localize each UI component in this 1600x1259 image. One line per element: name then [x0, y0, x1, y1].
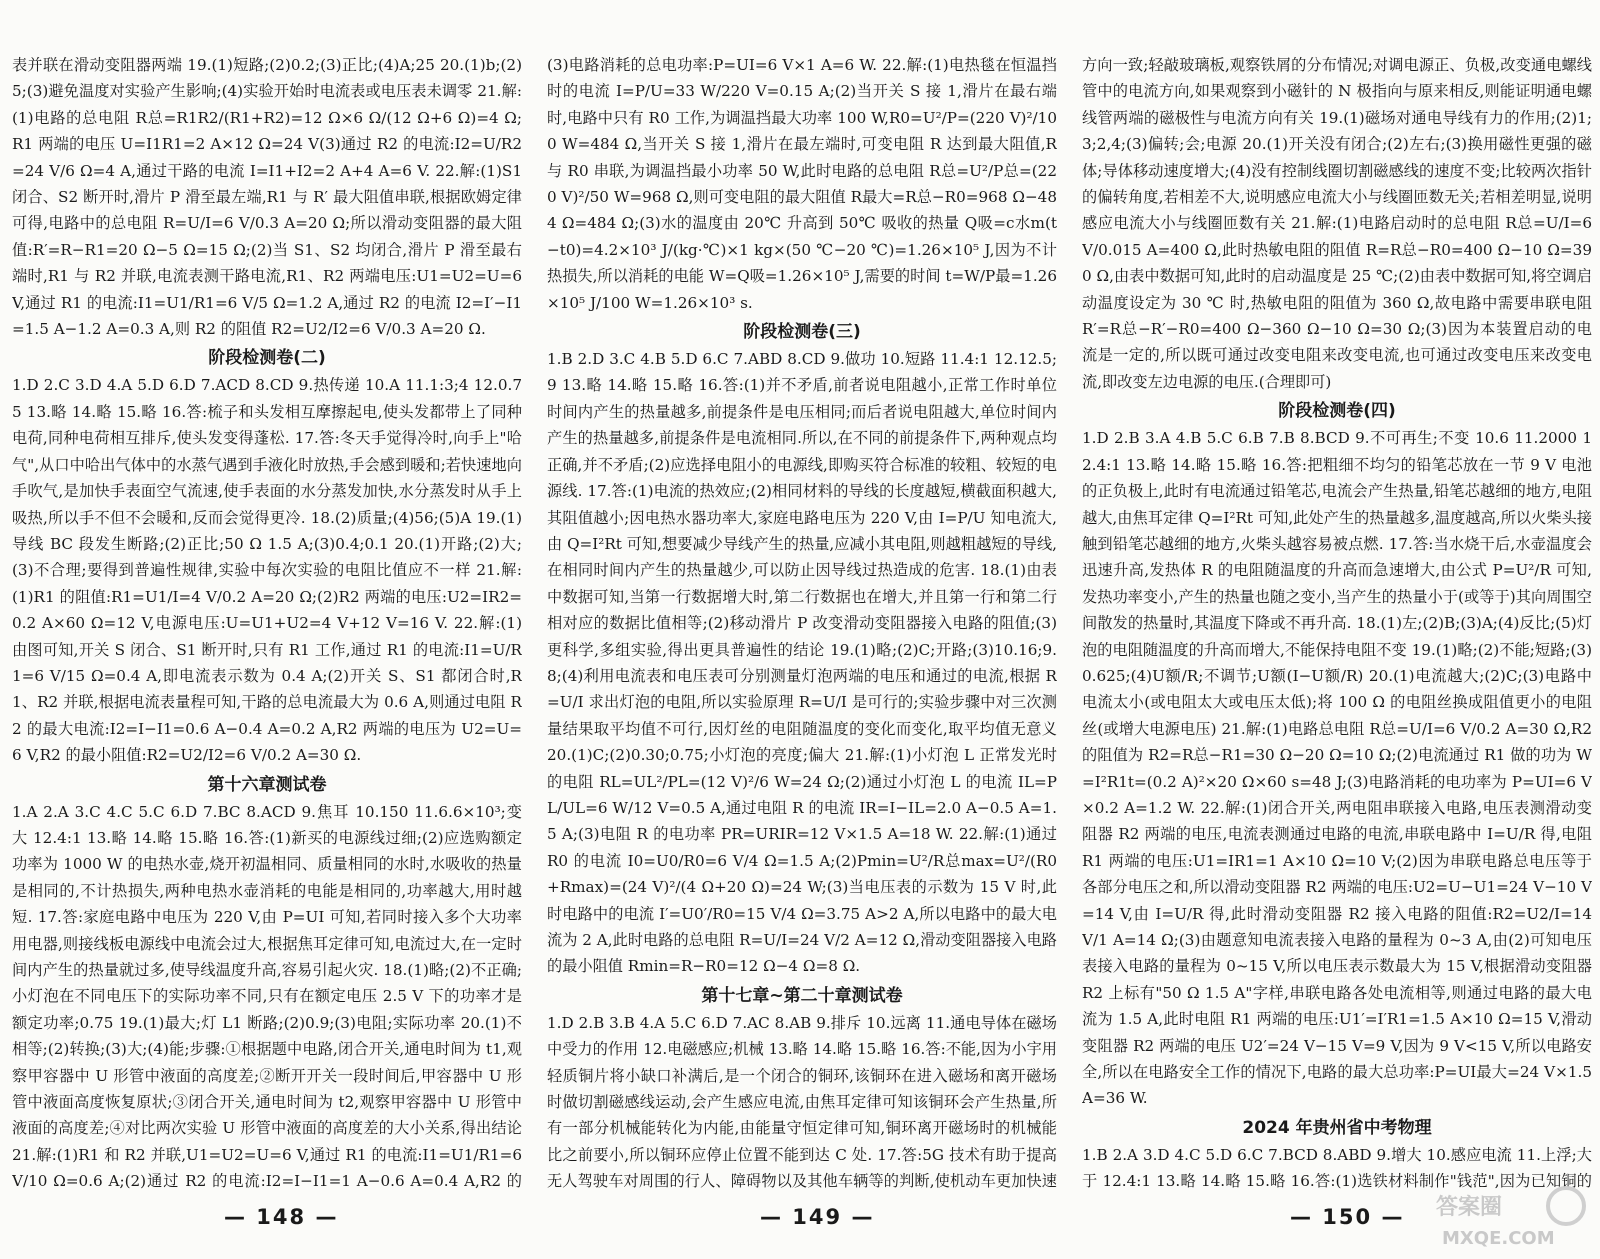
page-number-150: — 150 — [1290, 1205, 1405, 1229]
section-heading: 2024 年贵州省中考物理 [1242, 1117, 1432, 1138]
watermark-logo [1432, 1180, 1592, 1252]
page-148-column [12, 52, 522, 1192]
answer-paragraph: 1.A 2.A 3.C 4.C 5.C 6.D 7.BC 8.ACD 9.焦耳 10.150 11.6.6×10³;变大 12.4:1 13.略 14.略 15.略 16.答:(1)新买的电源线过细;(2)应选购额定功率为 1000 W 的电热水壶,烧开初温相同、质量相同的水时,水吸收的热量是相同的,不计热损失,两种电热水壶消耗的电能是相同的,功率越大,用时越短. 17.答:家庭电路中电压为 220 V,由 P=UI 可知,若同时接入多个大功率用电器,则接线板电源线中电流会过大,根据焦耳定律可知,电流过大,在一定时间内产生的热量就过多,使导线温度升高,容易引起火灾. 18.(1)略;(2)不正确;小灯泡在不同电压下的实际功率不同,只有在额定电压 2.5 V 下的功率才是额定功率;0.75 19.(1)最大;灯 L1 断路;(2)0.9;(3)电阻;实际功率 20.(1)不相等;(2)转换;(3)大;(4)能;步骤:①根据题中电路,闭合开关,通电时间为 t1,观察甲容器中 U 形管中液面的高度差;②断开开关一段时间后,甲容器中 U 形管中液面高度恢复原状;③闭合开关,通电时间为 t2,观察甲容器中 U 形管中液面的高度差;④对比两次实验 U 形管中液面的高度差的大小关系,得出结论 21.解:(1)R1 和 R2 并联,U1=U2=U=6 V,通过 R1 的电流:I1=U1/R1=6 V/10 Ω=0.6 A;(2)通过 R2 的电流:I2=I−I1=1 A−0.6 A=0.4 A,R2 的 [12, 802, 522, 1191]
page-149-column [547, 52, 1057, 1192]
watermark-circle-icon [1548, 1188, 1584, 1224]
answer-paragraph: 1.D 2.B 3.A 4.B 5.C 6.B 7.B 8.BCD 9.不可再生;不变 10.6 11.2000 12.4:1 13.略 14.略 15.略 16.答:把粗细不均匀的铅笔芯放在一节 9 V 电池的正负极上,此时有电流通过铅笔芯,电流会产生热量,铅笔芯越细的地方,电阻越大,由焦耳定律 Q=I²Rt 可知,此处产生的热量越多,温度越高,所以火柴头接触到铅笔芯越细的地方,火柴头越容易被点燃. 17.答:当水烧干后,水壶温度会迅速升高,发热体 R 的电阻随温度的升高而急速增大,由公式 P=U²/R 可知,发热功率变小,产生的热量也随之变小,当产生的热量小于(或等于)其向周围空间散发的热量时,其温度下降或不再升高. 18.(1)左;(2)B;(3)A;(4)反比;(5)灯泡的电阻随温度的升高而增大,不能保持电阻不变 19.(1)略;(2)不能;短路;(3)0.625;(4)U额/R;不调节;U额(I−U额/R) 20.(1)电流越大;(2)C;(3)电路中电流太小(或电阻太大或电压太低);将 100 Ω 的电阻丝换成阻值更小的电阻丝(或增大电源电压) 21.解:(1)电路总电阻 R总=U/I=6 V/0.2 A=30 Ω,R2 的阻值为 R2=R总−R1=30 Ω−20 Ω=10 Ω;(2)电流通过 R1 做的功为 W=I²R1t=(0.2 A)²×20 Ω×60 s=48 J;(3)电路消耗的电功率为 P=UI=6 V×0.2 A=1.2 W. 22.解:(1)闭合开关,两电阻串联接入电路,电压表测滑动变阻器 R2 两端的电压,电流表测通过电路的电流,串联电路中 I=U/R 得,电阻 R1 两端的电压:U1=IR1=1 A×10 Ω=10 V;(2)因为串联电路总电压等于各部分电压之和,所以滑动变阻器 R2 两端的电压:U2=U−U1=24 V−10 V=14 V,由 I=U/R 得,此时滑动变阻器 R2 接入电路的阻值:R2=U2/I=14 V/1 A=14 Ω;(3)由题意知电流表接入电路的量程为 0~3 A,由(2)可知电压表接入电路的量程为 0~15 V,所以电压表示数最大为 15 V,根据滑动变阻器 R2 上标有"50 Ω 1.5 A"字样,串联电路各处电流相等,则通过电路的最大电流为 1.5 A,此时电阻 R1 两端的电压:U1′=I′R1=1.5 A×10 Ω=15 V,滑动变阻器 R2 两端的电压 U2′=24 V−15 V=9 V,因为 9 V<15 V,所以电路安全,所以在电路安全工作的情况下,电路的最大总功率:P=UI最大=24 V×1.5 A=36 W. [1082, 429, 1592, 1108]
section-heading: 阶段检测卷(四) [1278, 401, 1396, 422]
page-number-149: — 149 — [760, 1205, 875, 1229]
page-150-column [1082, 52, 1592, 1192]
section-heading: 阶段检测卷(二) [208, 348, 326, 369]
answer-paragraph: 1.B 2.D 3.C 4.B 5.D 6.C 7.ABD 8.CD 9.做功 10.短路 11.4:1 12.12.5;9 13.略 14.略 15.略 16.答:(1)并不矛盾,前者说电阻越小,正常工作时单位时间内产生的热量越多,前提条件是电压相同;而后者说电阻越大,单位时间内产生的热量越多,前提条件是电流相同.所以,在不同的前提条件下,两种观点均正确,并不矛盾;(2)应选择电阻小的电源线,即购买符合标准的较粗、较短的电源线. 17.答:(1)电流的热效应;(2)相同材料的导线的长度越短,横截面积越大,其阻值越小;因电热水器功率大,家庭电路电压为 220 V,由 I=P/U 知电流大,由 Q=I²Rt 可知,想要减少导线产生的热量,应减小其电阻,则越粗越短的导线,在相同时间内产生的热量越少,可以防止因导线过热造成的危害. 18.(1)由表中数据可知,当第一行数据增大时,第二行数据也在增大,并且第一行和第二行相对应的数据比值相等;(2)移动滑片 P 改变滑动变阻器接入电路的阻值;(3)更科学,多组实验,得出更具普遍性的结论 19.(1)略;(2)C;开路;(3)10.16;9.8;(4)利用电流表和电压表可分别测量灯泡两端的电压和通过的电流,根据 R=U/I 求出灯泡的电阻,所以实验原理 R=U/I 是可行的;实验步骤中对三次测量结果取平均值不可行,因灯丝的电阻随温度的变化而变化,取平均值无意义 20.(1)C;(2)0.30;0.75;小灯泡的亮度;偏大 21.解:(1)小灯泡 L 正常发光时的电阻 RL=UL²/PL=(12 V)²/6 W=24 Ω;(2)通过小灯泡 L 的电流 IL=PL/UL=6 W/12 V=0.5 A,通过电阻 R 的电流 IR=I−IL=2.0 A−0.5 A=1.5 A;(3)电阻 R 的电功率 PR=URIR=12 V×1.5 A=18 W. 22.解:(1)通过 R0 的电流 I0=U0/R0=6 V/4 Ω=1.5 A;(2)Pmin=U²/R总max=U²/(R0+Rmax)=(24 V)²/(4 Ω+20 Ω)=24 W;(3)当电压表的示数为 15 V 时,此时电路中的电流 I′=U0′/R0=15 V/4 Ω=3.75 A>2 A,所以电路中的最大电流为 2 A,此时电路的总电阻 R=U/I=24 V/2 A=12 Ω,滑动变阻器接入电路的最小阻值 Rmin=R−R0=12 Ω−4 Ω=8 Ω. [547, 350, 1057, 976]
answer-paragraph: 1.D 2.B 3.B 4.A 5.C 6.D 7.AC 8.AB 9.排斥 10.远离 11.通电导体在磁场中受力的作用 12.电磁感应;机械 13.略 14.略 15.略 16.答:不能,因为小宇用轻质铜片将小缺口补满后,是一个闭合的铜环,该铜环在进入磁场和离开磁场时做切割磁感线运动,会产生感应电流,由焦耳定律可知该铜环会产生热量,所有一部分机械能转化为内能,由能量守恒定律可知,铜环离开磁场时的机械能比之前要小,所以铜环应停止位置不能到达 C 处. 17.答:5G 技术有助于提高无人驾驶车对周围的行人、障碍物以及其他车辆等的判断,使机动车更加快速 [547, 1013, 1057, 1191]
section-heading: 阶段检测卷(三) [743, 322, 861, 343]
answer-paragraph: 方向一致;轻敲玻璃板,观察铁屑的分布情况;对调电源正、负极,改变通电螺线管中的电流方向,如果观察到小磁针的 N 极指向与原来相反,则能证明通电螺线管两端的磁极性与电流方向有关 19.(1)磁场对通电导线有力的作用;(2)1;3;2,4;(3)偏转;会;电源 20.(1)开关没有闭合;(2)左右;(3)换用磁性更强的磁体;导体移动速度增大;(4)没有控制线圈切割磁感线的速度不变;比较两次指针的偏转角度,若相差不大,说明感应电流大小与线圈匝数无关;若相差明显,说明感应电流大小与线圈匝数有关 21.解:(1)电路启动时的总电阻 R总=U/I=6 V/0.015 A=400 Ω,此时热敏电阻的阻值 R=R总−R0=400 Ω−10 Ω=390 Ω,由表中数据可知,此时的启动温度是 25 ℃;(2)由表中数据可知,将空调启动温度设定为 30 ℃ 时,热敏电阻的阻值为 360 Ω,故电路中需要串联电阻 R′=R总−R′−R0=400 Ω−360 Ω−10 Ω=30 Ω;(3)因为本装置启动的电流是一定的,所以既可通过改变电阻来改变电流,也可通过改变电压来改变电流,即改变左边电源的电压.(合理即可) [1082, 56, 1592, 391]
answer-paragraph: 1.B 2.A 3.D 4.C 5.D 6.C 7.BCD 8.ABD 9.增大 10.感应电流 11.上浮;大于 12.4:1 13.略 14.略 15.略 16.答:(1)选铁材料制作"钱范",因为已知铜的 [1082, 1145, 1592, 1191]
section-heading: 第十七章~第二十章测试卷 [701, 985, 903, 1006]
answer-paragraph: 表并联在滑动变阻器两端 19.(1)短路;(2)0.2;(3)正比;(4)A;25 20.(1)b;(2)5;(3)避免温度对实验产生影响;(4)实验开始时电流表或电压表未调零 21.解:(1)电路的总电阻 R总=R1R2/(R1+R2)=12 Ω×6 Ω/(12 Ω+6 Ω)=4 Ω;R1 两端的电压 U=I1R1=2 A×12 Ω=24 V(3)通过 R2 的电流:I2=U/R2=24 V/6 Ω=4 A,通过干路的电流 I=I1+I2=2 A+4 A=6 V. 22.解:(1)S1 闭合、S2 断开时,滑片 P 滑至最左端,R1 与 R′ 最大阻值串联,根据欧姆定律可得,电路中的总电阻 R=U/I=6 V/0.3 A=20 Ω;所以滑动变阻器的最大阻值:R′=R−R1=20 Ω−5 Ω=15 Ω;(2)当 S1、S2 均闭合,滑片 P 滑至最右端时,R1 与 R2 并联,电流表测干路电流,R1、R2 两端电压:U1=U2=U=6 V,通过 R1 的电流:I1=U1/R1=6 V/5 Ω=1.2 A,通过 R2 的电流 I2=I′−I1=1.5 A−1.2 A=0.3 A,则 R2 的阻值 R2=U2/I2=6 V/0.3 A=20 Ω. [12, 56, 522, 339]
answer-paragraph: 1.D 2.C 3.D 4.A 5.D 6.D 7.ACD 8.CD 9.热传递 10.A 11.1:3;4 12.0.75 13.略 14.略 15.略 16.答:梳子和头发相互摩擦起电,使头发都带上了同种电荷,同种电荷相互排斥,使头发变得蓬松. 17.答:冬天手觉得冷时,向手上"哈气",从口中哈出气体中的水蒸气遇到手液化时放热,手会感到暖和;若快速地向手吹气,是加快手表面空气流速,使手表面的水分蒸发加快,水分蒸发时从手上吸热,所以手不但不会暖和,反而会觉得更冷. 18.(2)质量;(4)56;(5)A 19.(1)导线 BC 段发生断路;(2)正比;50 Ω 1.5 A;(3)0.4;0.1 20.(1)开路;(2)大;(3)不合理;要得到普遍性规律,实验中每次实验的电阻比值应不一样 21.解:(1)R1 的阻值:R1=U1/I=4 V/0.2 A=20 Ω;(2)R2 两端的电压:U2=IR2=0.2 A×60 Ω=12 V,电源电压:U=U1+U2=4 V+12 V=16 V. 22.解:(1)由图可知,开关 S 闭合、S1 断开时,只有 R1 工作,通过 R1 的电流:I1=U/R1=6 V/15 Ω=0.4 A,即电流表示数为 0.4 A;(2)开关 S、S1 都闭合时,R1、R2 并联,根据电流表量程可知,干路的总电流最大为 0.6 A,则通过电阻 R2 的最大电流:I2=I−I1=0.6 A−0.4 A=0.2 A,R2 两端的电压为 U2=U=6 V,R2 的最小阻值:R2=U2/I2=6 V/0.2 A=30 Ω. [12, 376, 522, 765]
page-number-148: — 148 — [224, 1205, 339, 1229]
watermark-text-cn: 答案圈 [1436, 1195, 1503, 1220]
watermark-text-en: MXQE.COM [1442, 1228, 1555, 1249]
answer-paragraph: (3)电路消耗的总电功率:P=UI=6 V×1 A=6 W. 22.解:(1)电热毯在恒温挡时的电流 I=P/U=33 W/220 V=0.15 A;(2)当开关 S 接 1,滑片在最右端时,电路中只有 R0 工作,为调温挡最大功率 100 W,R0=U²/P=(220 V)²/100 W=484 Ω,当开关 S 接 1,滑片在最左端时,可变电阻 R 达到最大阻值,R 与 R0 串联,为调温挡最小功率 50 W,此时电路的总电阻 R总=U²/P总=(220 V)²/50 W=968 Ω,则可变电阻的最大阻值 R最大=R总−R0=968 Ω−484 Ω=484 Ω;(3)水的温度由 20℃ 升高到 50℃ 吸收的热量 Q吸=c水m(t−t0)=4.2×10³ J/(kg·℃)×1 kg×(50 ℃−20 ℃)=1.26×10⁵ J,因为不计热损失,所以消耗的电能 W=Q吸=1.26×10⁵ J,需要的时间 t=W/P最=1.26×10⁵ J/100 W=1.26×10³ s. [547, 56, 1057, 312]
section-heading: 第十六章测试卷 [207, 774, 327, 795]
